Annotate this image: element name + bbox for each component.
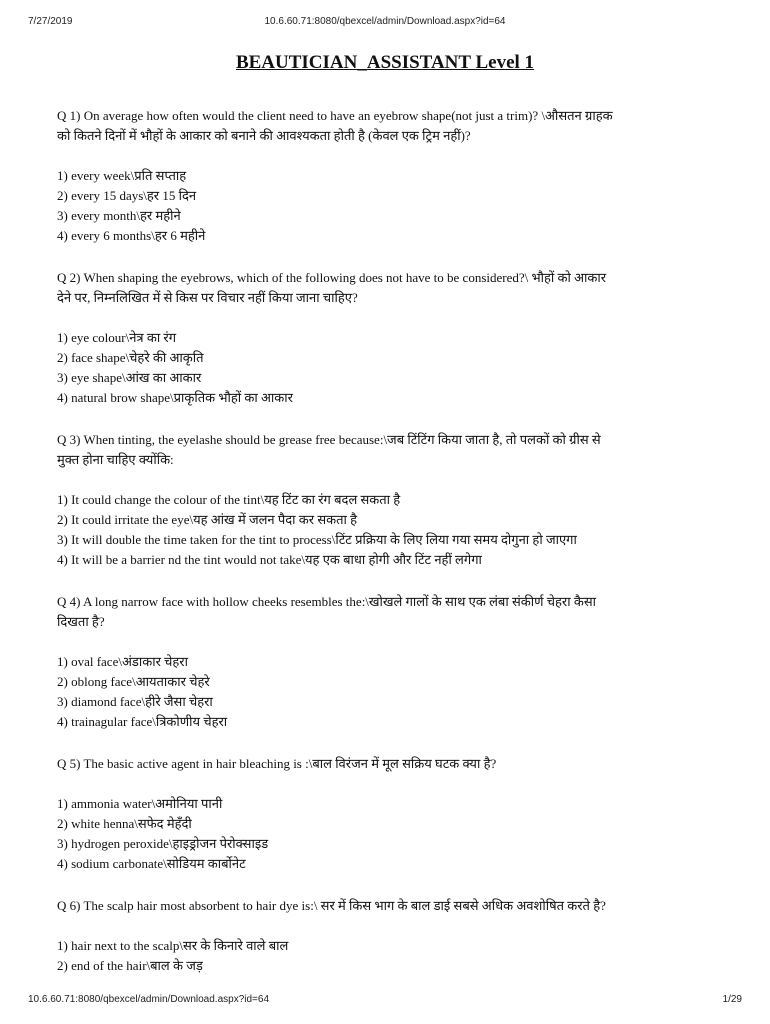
question-list	[57, 106, 617, 998]
print-footer	[28, 994, 742, 1008]
question-item	[57, 896, 617, 976]
option-item: 4) trainagular face\त्रिकोणीय चेहरा	[57, 714, 228, 729]
option-item: 3) hydrogen peroxide\हाइड्रोजन पेरोक्साइड	[57, 836, 269, 851]
option-item: 4) It will be a barrier nd the tint would not take\यह एक बाधा होगी और टिंट नहीं लगेगा	[57, 552, 482, 567]
option-item: 3) every month\हर महीने	[57, 208, 181, 223]
option-item: 1) It could change the colour of the tint\यह टिंट का रंग बदल सकता है	[57, 492, 401, 507]
option-list	[57, 166, 617, 246]
question-item	[57, 430, 617, 570]
option-list	[57, 490, 617, 570]
question-text: Q 4) A long narrow face with hollow cheeks resembles the:\खोखले गालों के साथ एक लंबा संकीर्ण चेहरा कैसा दिखता है?	[57, 594, 596, 629]
print-header	[28, 16, 742, 30]
option-item: 4) natural brow shape\प्राकृतिक भौहों का आकार	[57, 390, 293, 405]
option-item: 1) ammonia water\अमोनिया पानी	[57, 796, 223, 811]
print-date: 7/27/2019	[28, 16, 73, 27]
option-item: 3) diamond face\हीरे जैसा चेहरा	[57, 694, 213, 709]
option-item: 2) It could irritate the eye\यह आंख में जलन पैदा कर सकता है	[57, 512, 358, 527]
page-number: 1/29	[722, 994, 742, 1005]
option-item: 2) white henna\सफेद मेहँदी	[57, 816, 192, 831]
option-item: 1) oval face\अंडाकार चेहरा	[57, 654, 188, 669]
option-item: 1) every week\प्रति सप्ताह	[57, 168, 187, 183]
question-text: Q 1) On average how often would the client need to have an eyebrow shape(not just a trim)? \औसतन ग्राहक को कितने दिनों में भौहों के आकार को बनाने की आवश्यकता होती है (केवल एक ट्रिम नहीं)?	[57, 108, 613, 143]
question-text: Q 3) When tinting, the eyelashe should be grease free because:\जब टिंटिंग किया जाता है, तो पलकों को ग्रीस से मुक्त होना चाहिए क्योंकि:	[57, 432, 601, 467]
question-item	[57, 106, 617, 246]
option-item: 2) oblong face\आयताकार चेहरे	[57, 674, 210, 689]
option-item: 2) face shape\चेहरे की आकृति	[57, 350, 204, 365]
option-item: 2) every 15 days\हर 15 दिन	[57, 188, 197, 203]
footer-url: 10.6.60.71:8080/qbexcel/admin/Download.aspx?id=64	[28, 994, 270, 1005]
option-item: 1) eye colour\नेत्र का रंग	[57, 330, 177, 345]
option-item: 4) sodium carbonate\सोडियम कार्बोनेट	[57, 856, 246, 871]
page-title: BEAUTICIAN_ASSISTANT Level 1	[235, 52, 535, 73]
option-list	[57, 328, 617, 408]
question-text: Q 6) The scalp hair most absorbent to hair dye is:\ सर में किस भाग के बाल डाई सबसे अधिक अवशोषित करते है?	[57, 898, 606, 913]
print-url: 10.6.60.71:8080/qbexcel/admin/Download.aspx?id=64	[264, 16, 506, 27]
question-text: Q 5) The basic active agent in hair bleaching is :\बाल विरंजन में मूल सक्रिय घटक क्या है?	[57, 756, 497, 771]
question-item	[57, 592, 617, 732]
question-item	[57, 268, 617, 408]
question-item	[57, 754, 617, 874]
option-item: 2) end of the hair\बाल के जड़	[57, 958, 203, 973]
option-list	[57, 652, 617, 732]
option-item: 3) It will double the time taken for the tint to process\टिंट प्रक्रिया के लिए लिया गया समय दोगुना हो जाएगा	[57, 532, 577, 547]
option-item: 1) hair next to the scalp\सर के किनारे वाले बाल	[57, 938, 289, 953]
option-list	[57, 794, 617, 874]
option-list	[57, 936, 617, 976]
question-text: Q 2) When shaping the eyebrows, which of the following does not have to be considered?\ भौहों को आकार देने पर, निम्नलिखित में से किस पर विचार नहीं किया जाना चाहिए?	[57, 270, 607, 305]
option-item: 3) eye shape\आंख का आकार	[57, 370, 202, 385]
option-item: 4) every 6 months\हर 6 महीने	[57, 228, 206, 243]
